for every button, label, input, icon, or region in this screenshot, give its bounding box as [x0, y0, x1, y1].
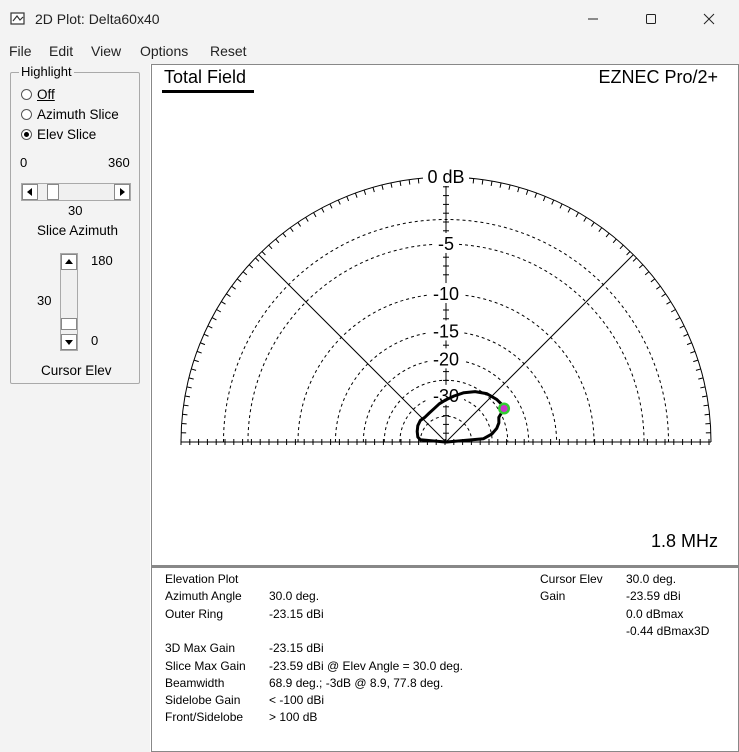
ring-tick: [382, 185, 383, 190]
window-title: 2D Plot: Delta60x40: [35, 11, 160, 27]
info-value: < -100 dBi: [269, 693, 325, 708]
ring-tick: [200, 343, 205, 345]
highlight-group: [10, 64, 140, 384]
ring-tick: [696, 369, 701, 370]
ring-tick: [680, 326, 684, 328]
ring-tick: [482, 180, 483, 185]
info-value: > 100 dB: [269, 710, 318, 725]
ring-tick: [473, 178, 474, 183]
info-value: 0.0 dBmax: [626, 606, 684, 621]
arrow-right-icon: [118, 188, 126, 196]
ring-tick: [237, 279, 241, 282]
ring-tick: [606, 233, 609, 237]
info-label: Cursor Elev: [540, 572, 603, 586]
elev-min-label: 0: [91, 333, 99, 348]
ring-tick: [364, 190, 366, 195]
ring-tick: [226, 294, 230, 297]
info-value: -23.59 dBi: [626, 589, 681, 604]
radio-off[interactable]: [21, 87, 55, 102]
ring-tick: [330, 204, 332, 208]
ring-tick: [191, 369, 196, 370]
ring-tick: [290, 228, 293, 232]
ring-tick: [543, 196, 545, 201]
ring-tick: [221, 302, 225, 305]
radio-azimuth-indicator[interactable]: [21, 109, 32, 120]
slice-min-label: 0: [20, 155, 28, 170]
ring-tick: [184, 405, 189, 406]
ring-label: -15: [432, 321, 460, 342]
close-icon: [703, 13, 715, 25]
slice-azimuth-label: Slice Azimuth: [37, 223, 119, 238]
ring-tick: [217, 310, 221, 313]
info-label: Gain: [540, 589, 566, 604]
ring-tick: [283, 233, 286, 237]
slice-max-label: 360: [108, 155, 130, 170]
radio-off-indicator[interactable]: [21, 89, 32, 100]
ring-tick: [693, 360, 698, 362]
ring-tick: [526, 190, 528, 195]
ring-tick: [314, 213, 317, 217]
ring-tick: [185, 396, 190, 397]
ring-tick: [703, 405, 708, 406]
radio-off-label: Off: [37, 87, 55, 102]
info-panel: [151, 566, 739, 752]
cursor-marker: [501, 405, 508, 412]
ring-tick: [690, 351, 695, 353]
ring-tick: [491, 181, 492, 186]
control-panel: [0, 64, 150, 752]
ring-tick: [208, 326, 212, 328]
ring-tick: [391, 183, 392, 188]
ring-tick: [591, 222, 594, 226]
info-value: -0.44 dBmax3D: [626, 623, 710, 638]
ring-tick: [552, 200, 554, 205]
ring-tick: [194, 360, 199, 362]
brand-label: EZNEC Pro/2+: [598, 67, 718, 87]
ring-tick: [687, 343, 692, 345]
menu-reset[interactable]: Reset: [210, 43, 247, 59]
ring-tick: [656, 286, 660, 289]
ring-tick: [671, 310, 675, 313]
title-bar: [0, 0, 739, 38]
ring-tick: [276, 239, 279, 243]
ring-tick: [355, 193, 357, 198]
close-button[interactable]: [686, 0, 732, 38]
ring-label: -10: [432, 284, 460, 305]
ring-tick: [676, 318, 680, 320]
highlight-group-label: Highlight: [21, 64, 72, 79]
info-label: Beamwidth: [165, 675, 225, 690]
ring-label: -5: [437, 233, 455, 254]
ring-tick: [409, 180, 410, 185]
scroll-up-button[interactable]: [61, 254, 77, 270]
radial-line: [446, 255, 633, 442]
ring-tick: [645, 272, 649, 275]
ring-tick: [599, 228, 602, 232]
ring-label: -20: [432, 349, 460, 370]
ring-tick: [306, 217, 309, 221]
ring-tick: [373, 187, 374, 192]
elev-value: 30: [37, 293, 52, 308]
info-value: -23.15 dBi: [269, 641, 324, 656]
plot-title: Total Field: [164, 67, 247, 87]
ring-tick: [535, 193, 537, 198]
ring-tick: [189, 378, 194, 379]
ring-tick: [702, 396, 707, 397]
scroll-down-button[interactable]: [61, 334, 77, 350]
ring-tick: [262, 251, 265, 255]
ring-tick: [698, 378, 703, 379]
menu-view[interactable]: View: [91, 43, 122, 59]
ring-tick: [204, 334, 209, 336]
ring-tick: [705, 414, 710, 415]
info-label: Elevation Plot: [165, 572, 239, 586]
polar-plot-panel[interactable]: [151, 64, 739, 566]
info-label: Slice Max Gain: [165, 658, 246, 673]
ring-tick: [518, 187, 519, 192]
ring-tick: [509, 185, 510, 190]
ring-tick: [269, 245, 272, 249]
arrow-down-icon: [65, 338, 73, 346]
menu-file[interactable]: File: [9, 43, 32, 59]
scroll-left-button[interactable]: [22, 184, 38, 200]
menu-bar: [0, 38, 739, 64]
ring-tick: [347, 196, 349, 201]
info-label: Azimuth Angle: [165, 589, 242, 604]
menu-options[interactable]: Options: [140, 43, 189, 59]
radio-elev-slice[interactable]: [21, 127, 96, 142]
ring-tick: [620, 245, 623, 249]
ring-tick: [568, 208, 570, 212]
radio-elev-label: Elev Slice: [37, 127, 97, 142]
ring-tick: [243, 272, 247, 275]
radio-azimuth-slice[interactable]: [21, 107, 119, 122]
ring-tick: [666, 302, 670, 305]
slice-azimuth-thumb[interactable]: [47, 184, 59, 200]
cursor-elev-scrollbar[interactable]: [60, 253, 78, 351]
elev-max-label: 180: [91, 253, 113, 268]
info-value: 30.0 deg.: [269, 589, 320, 604]
maximize-button[interactable]: [628, 0, 674, 38]
ring-tick: [700, 387, 705, 388]
slice-azimuth-scrollbar[interactable]: [21, 183, 131, 201]
radio-azimuth-label: Azimuth Slice: [37, 107, 119, 122]
cursor-elev-thumb[interactable]: [61, 318, 77, 330]
menu-edit[interactable]: Edit: [49, 43, 74, 59]
ring-tick: [182, 414, 187, 415]
ring-tick: [338, 200, 340, 205]
ring-tick: [212, 318, 216, 320]
info-label: 3D Max Gain: [165, 641, 236, 656]
ring-tick: [197, 351, 202, 353]
ring-tick: [400, 181, 401, 186]
info-label: Sidelobe Gain: [165, 693, 241, 708]
maximize-icon: [645, 13, 657, 25]
ring-tick: [500, 183, 501, 188]
ring-tick: [232, 286, 236, 289]
ring-label: 0 dB: [427, 167, 465, 187]
app-icon: [10, 11, 26, 27]
info-value: -23.59 dBi @ Elev Angle = 30.0 deg.: [269, 658, 463, 673]
info-value: 30.0 deg.: [626, 572, 677, 586]
ring-tick: [584, 217, 587, 221]
ring-tick: [651, 279, 655, 282]
ring-tick: [418, 178, 419, 183]
ring-tick: [662, 294, 666, 297]
ring-label: -30: [432, 385, 460, 406]
info-value: -23.15 dBi: [269, 606, 324, 621]
info-label: Outer Ring: [165, 606, 224, 621]
scroll-right-button[interactable]: [114, 184, 130, 200]
frequency-label: 1.8 MHz: [650, 531, 718, 551]
slice-azimuth-value: 30: [68, 203, 83, 218]
polar-chart[interactable]: [152, 65, 738, 565]
ring-tick: [322, 208, 324, 212]
ring-tick: [684, 334, 689, 336]
ring-tick: [298, 222, 301, 226]
radio-elev-indicator[interactable]: [21, 129, 32, 140]
minimize-icon: [587, 13, 599, 25]
arrow-left-icon: [26, 188, 34, 196]
ring-tick: [249, 265, 253, 268]
ring-tick: [627, 251, 630, 255]
ring-tick: [613, 239, 616, 243]
info-label: Front/Sidelobe: [165, 710, 244, 725]
ring-tick: [633, 258, 637, 261]
ring-tick: [639, 265, 643, 268]
radial-line: [259, 255, 446, 442]
cursor-elev-label: Cursor Elev: [41, 363, 112, 378]
info-value: 68.9 deg.; -3dB @ 8.9, 77.8 deg.: [269, 675, 444, 690]
minimize-button[interactable]: [570, 0, 616, 38]
ring-tick: [255, 258, 259, 261]
ring-tick: [560, 204, 562, 208]
ring-tick: [576, 213, 579, 217]
ring-tick: [187, 387, 192, 388]
arrow-up-icon: [65, 258, 73, 266]
